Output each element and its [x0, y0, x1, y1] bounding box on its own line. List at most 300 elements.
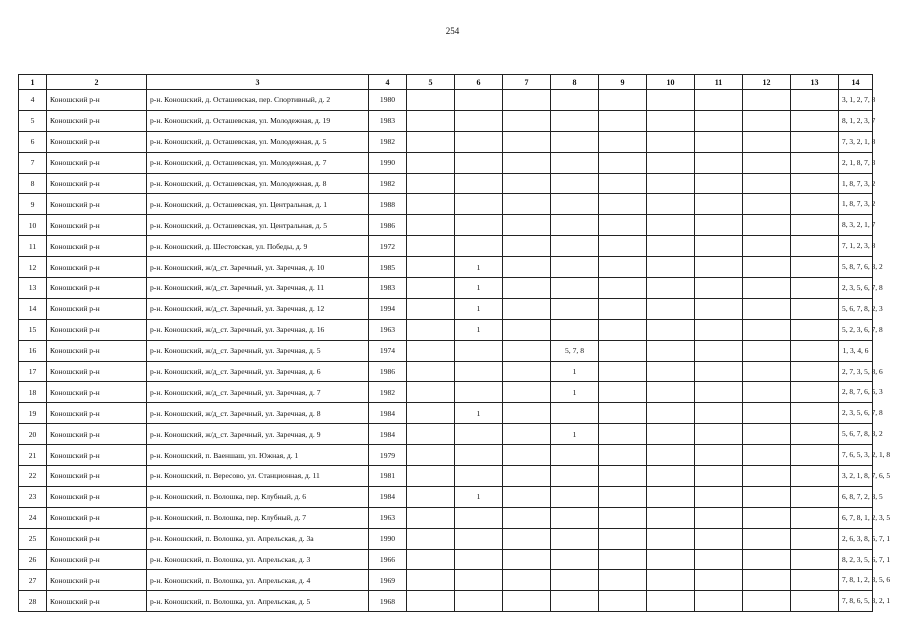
col5-cell	[407, 382, 455, 403]
col10-cell	[647, 591, 695, 612]
col5-cell	[407, 340, 455, 361]
col7-cell	[503, 403, 551, 424]
year-cell: 1963	[369, 507, 407, 528]
district-cell: Коношский р-н	[47, 110, 147, 131]
col10-cell	[647, 466, 695, 487]
col11-cell	[695, 194, 743, 215]
col8-cell	[551, 549, 599, 570]
col5-cell	[407, 591, 455, 612]
col9-cell	[599, 382, 647, 403]
col11-cell	[695, 236, 743, 257]
col7-cell	[503, 466, 551, 487]
col10-cell	[647, 528, 695, 549]
table-row	[19, 486, 873, 507]
district-cell: Коношский р-н	[47, 278, 147, 299]
year-cell: 1972	[369, 236, 407, 257]
col13-cell	[791, 361, 839, 382]
header-row	[19, 75, 873, 90]
column-header: 4	[369, 75, 407, 90]
col13-cell	[791, 173, 839, 194]
address-cell: р-н. Коношский, п. Ваеншаш, ул. Южная, д. 1	[147, 445, 369, 466]
col10-cell	[647, 486, 695, 507]
sequence-cell: 5, 8, 7, 6, 3, 2	[839, 257, 873, 278]
col11-cell	[695, 466, 743, 487]
col11-cell	[695, 570, 743, 591]
col13-cell	[791, 424, 839, 445]
col13-cell	[791, 90, 839, 111]
year-cell: 1990	[369, 152, 407, 173]
col8-cell: 5, 7, 8	[551, 340, 599, 361]
column-header: 12	[743, 75, 791, 90]
col12-cell	[743, 215, 791, 236]
col7-cell	[503, 340, 551, 361]
col9-cell	[599, 278, 647, 299]
col7-cell	[503, 486, 551, 507]
district-cell: Коношский р-н	[47, 466, 147, 487]
sequence-cell: 8, 2, 3, 5, 6, 7, 1	[839, 549, 873, 570]
year-cell: 1981	[369, 466, 407, 487]
col7-cell	[503, 194, 551, 215]
col12-cell	[743, 131, 791, 152]
table-row	[19, 361, 873, 382]
district-cell: Коношский р-н	[47, 298, 147, 319]
col12-cell	[743, 424, 791, 445]
col7-cell	[503, 549, 551, 570]
address-cell: р-н. Коношский, д. Осташевская, ул. Молодежная, д. 5	[147, 131, 369, 152]
col13-cell	[791, 591, 839, 612]
col7-cell	[503, 298, 551, 319]
sequence-cell: 7, 8, 1, 2, 3, 5, 6	[839, 570, 873, 591]
district-cell: Коношский р-н	[47, 507, 147, 528]
year-cell: 1983	[369, 278, 407, 299]
col7-cell	[503, 591, 551, 612]
col5-cell	[407, 466, 455, 487]
col11-cell	[695, 257, 743, 278]
col9-cell	[599, 528, 647, 549]
col8-cell	[551, 486, 599, 507]
col10-cell	[647, 382, 695, 403]
col10-cell	[647, 403, 695, 424]
address-cell: р-н. Коношский, ж/д_ст. Заречный, ул. Заречная, д. 6	[147, 361, 369, 382]
col7-cell	[503, 528, 551, 549]
col12-cell	[743, 319, 791, 340]
col8-cell	[551, 110, 599, 131]
col10-cell	[647, 507, 695, 528]
col8-cell	[551, 173, 599, 194]
col7-cell	[503, 257, 551, 278]
row-number-cell: 25	[19, 528, 47, 549]
row-number-cell: 23	[19, 486, 47, 507]
col8-cell	[551, 90, 599, 111]
sequence-cell: 8, 1, 2, 3, 7	[839, 110, 873, 131]
col8-cell: 1	[551, 382, 599, 403]
table-row	[19, 298, 873, 319]
row-number-cell: 7	[19, 152, 47, 173]
col7-cell	[503, 215, 551, 236]
col8-cell	[551, 278, 599, 299]
col9-cell	[599, 215, 647, 236]
col8-cell	[551, 528, 599, 549]
table-row	[19, 278, 873, 299]
col6-cell: 1	[455, 257, 503, 278]
row-number-cell: 9	[19, 194, 47, 215]
col6-cell	[455, 424, 503, 445]
row-number-cell: 19	[19, 403, 47, 424]
col9-cell	[599, 298, 647, 319]
col5-cell	[407, 215, 455, 236]
col13-cell	[791, 528, 839, 549]
address-cell: р-н. Коношский, п. Волошка, ул. Апрельская, д. 3	[147, 549, 369, 570]
table-row	[19, 173, 873, 194]
col6-cell	[455, 466, 503, 487]
col8-cell	[551, 236, 599, 257]
sequence-cell: 7, 6, 5, 3, 2, 1, 8	[839, 445, 873, 466]
col6-cell	[455, 173, 503, 194]
col12-cell	[743, 486, 791, 507]
col5-cell	[407, 570, 455, 591]
col7-cell	[503, 278, 551, 299]
col11-cell	[695, 382, 743, 403]
col10-cell	[647, 445, 695, 466]
address-cell: р-н. Коношский, ж/д_ст. Заречный, ул. Заречная, д. 7	[147, 382, 369, 403]
col7-cell	[503, 110, 551, 131]
table-row	[19, 90, 873, 111]
col9-cell	[599, 424, 647, 445]
col12-cell	[743, 466, 791, 487]
address-cell: р-н. Коношский, д. Осташевская, ул. Молодежная, д. 8	[147, 173, 369, 194]
column-header: 5	[407, 75, 455, 90]
address-cell: р-н. Коношский, п. Волошка, ул. Апрельская, д. 4	[147, 570, 369, 591]
district-cell: Коношский р-н	[47, 319, 147, 340]
address-cell: р-н. Коношский, ж/д_ст. Заречный, ул. Заречная, д. 10	[147, 257, 369, 278]
col8-cell: 1	[551, 424, 599, 445]
sequence-cell: 5, 2, 3, 6, 7, 8	[839, 319, 873, 340]
col12-cell	[743, 152, 791, 173]
address-cell: р-н. Коношский, п. Волошка, пер. Клубный, д. 6	[147, 486, 369, 507]
col11-cell	[695, 131, 743, 152]
col8-cell	[551, 507, 599, 528]
col9-cell	[599, 403, 647, 424]
col13-cell	[791, 466, 839, 487]
col10-cell	[647, 90, 695, 111]
col12-cell	[743, 549, 791, 570]
year-cell: 1982	[369, 382, 407, 403]
col7-cell	[503, 382, 551, 403]
col13-cell	[791, 110, 839, 131]
column-header: 8	[551, 75, 599, 90]
col10-cell	[647, 257, 695, 278]
address-cell: р-н. Коношский, д. Осташевская, ул. Молодежная, д. 19	[147, 110, 369, 131]
col11-cell	[695, 361, 743, 382]
col13-cell	[791, 549, 839, 570]
col12-cell	[743, 110, 791, 131]
col7-cell	[503, 173, 551, 194]
year-cell: 1968	[369, 591, 407, 612]
col12-cell	[743, 173, 791, 194]
col8-cell	[551, 403, 599, 424]
col5-cell	[407, 152, 455, 173]
table-row	[19, 194, 873, 215]
district-cell: Коношский р-н	[47, 549, 147, 570]
table-row	[19, 152, 873, 173]
table-row	[19, 507, 873, 528]
district-cell: Коношский р-н	[47, 570, 147, 591]
column-header: 9	[599, 75, 647, 90]
col7-cell	[503, 152, 551, 173]
col6-cell	[455, 110, 503, 131]
col12-cell	[743, 90, 791, 111]
col10-cell	[647, 424, 695, 445]
district-cell: Коношский р-н	[47, 152, 147, 173]
col9-cell	[599, 257, 647, 278]
col5-cell	[407, 486, 455, 507]
col10-cell	[647, 361, 695, 382]
col11-cell	[695, 591, 743, 612]
col9-cell	[599, 131, 647, 152]
col9-cell	[599, 486, 647, 507]
col8-cell	[551, 215, 599, 236]
col11-cell	[695, 486, 743, 507]
col13-cell	[791, 131, 839, 152]
district-cell: Коношский р-н	[47, 424, 147, 445]
col7-cell	[503, 445, 551, 466]
district-cell: Коношский р-н	[47, 131, 147, 152]
col12-cell	[743, 570, 791, 591]
col9-cell	[599, 549, 647, 570]
table-body	[19, 90, 891, 612]
row-number-cell: 8	[19, 173, 47, 194]
col5-cell	[407, 298, 455, 319]
col12-cell	[743, 382, 791, 403]
col13-cell	[791, 486, 839, 507]
col8-cell	[551, 298, 599, 319]
col13-cell	[791, 236, 839, 257]
district-cell: Коношский р-н	[47, 445, 147, 466]
col9-cell	[599, 173, 647, 194]
col10-cell	[647, 152, 695, 173]
col11-cell	[695, 298, 743, 319]
col13-cell	[791, 194, 839, 215]
col8-cell	[551, 319, 599, 340]
col12-cell	[743, 361, 791, 382]
col7-cell	[503, 131, 551, 152]
col12-cell	[743, 298, 791, 319]
col13-cell	[791, 257, 839, 278]
col10-cell	[647, 278, 695, 299]
col6-cell	[455, 152, 503, 173]
col9-cell	[599, 340, 647, 361]
table-row	[19, 340, 873, 361]
row-number-cell: 4	[19, 90, 47, 111]
col11-cell	[695, 215, 743, 236]
col8-cell	[551, 131, 599, 152]
column-header: 7	[503, 75, 551, 90]
col6-cell	[455, 215, 503, 236]
address-cell: р-н. Коношский, ж/д_ст. Заречный, ул. Заречная, д. 11	[147, 278, 369, 299]
address-cell: р-н. Коношский, ж/д_ст. Заречный, ул. Заречная, д. 9	[147, 424, 369, 445]
col11-cell	[695, 403, 743, 424]
sequence-cell: 8, 3, 2, 1, 7	[839, 215, 873, 236]
row-number-cell: 13	[19, 278, 47, 299]
year-cell: 1983	[369, 110, 407, 131]
address-cell: р-н. Коношский, ж/д_ст. Заречный, ул. Заречная, д. 12	[147, 298, 369, 319]
col6-cell	[455, 90, 503, 111]
sequence-cell: 3, 1, 2, 7, 8	[839, 90, 873, 111]
row-number-cell: 5	[19, 110, 47, 131]
col6-cell	[455, 549, 503, 570]
sequence-cell: 2, 3, 5, 6, 7, 8	[839, 278, 873, 299]
col11-cell	[695, 319, 743, 340]
district-cell: Коношский р-н	[47, 403, 147, 424]
row-number-cell: 28	[19, 591, 47, 612]
year-cell: 1969	[369, 570, 407, 591]
col7-cell	[503, 424, 551, 445]
register-table	[18, 74, 891, 612]
col11-cell	[695, 173, 743, 194]
sequence-cell: 6, 7, 8, 1, 2, 3, 5	[839, 507, 873, 528]
col6-cell: 1	[455, 298, 503, 319]
district-cell: Коношский р-н	[47, 173, 147, 194]
col7-cell	[503, 507, 551, 528]
col9-cell	[599, 194, 647, 215]
district-cell: Коношский р-н	[47, 90, 147, 111]
sequence-cell: 2, 3, 5, 6, 7, 8	[839, 403, 873, 424]
col6-cell	[455, 570, 503, 591]
col10-cell	[647, 131, 695, 152]
column-header: 11	[695, 75, 743, 90]
col11-cell	[695, 278, 743, 299]
col10-cell	[647, 215, 695, 236]
sequence-cell: 6, 8, 7, 2, 3, 5	[839, 486, 873, 507]
year-cell: 1990	[369, 528, 407, 549]
address-cell: р-н. Коношский, д. Осташевская, ул. Центральная, д. 5	[147, 215, 369, 236]
sequence-cell: 7, 8, 6, 5, 3, 2, 1	[839, 591, 873, 612]
year-cell: 1984	[369, 486, 407, 507]
col7-cell	[503, 90, 551, 111]
table-row	[19, 403, 873, 424]
address-cell: р-н. Коношский, ж/д_ст. Заречный, ул. Заречная, д. 5	[147, 340, 369, 361]
col11-cell	[695, 110, 743, 131]
column-header: 6	[455, 75, 503, 90]
year-cell: 1994	[369, 298, 407, 319]
district-cell: Коношский р-н	[47, 194, 147, 215]
col9-cell	[599, 236, 647, 257]
col7-cell	[503, 319, 551, 340]
year-cell: 1986	[369, 361, 407, 382]
col10-cell	[647, 173, 695, 194]
col8-cell	[551, 194, 599, 215]
district-cell: Коношский р-н	[47, 528, 147, 549]
column-header: 10	[647, 75, 695, 90]
col10-cell	[647, 570, 695, 591]
col5-cell	[407, 403, 455, 424]
year-cell: 1985	[369, 257, 407, 278]
col7-cell	[503, 361, 551, 382]
col10-cell	[647, 340, 695, 361]
sequence-cell: 7, 1, 2, 3, 8	[839, 236, 873, 257]
col7-cell	[503, 570, 551, 591]
district-cell: Коношский р-н	[47, 382, 147, 403]
page-number: 254	[445, 26, 460, 36]
col5-cell	[407, 257, 455, 278]
col9-cell	[599, 466, 647, 487]
col6-cell: 1	[455, 278, 503, 299]
sequence-cell: 2, 8, 7, 6, 5, 3	[839, 382, 873, 403]
col6-cell	[455, 445, 503, 466]
col6-cell: 1	[455, 486, 503, 507]
column-header: 14	[839, 75, 873, 90]
col11-cell	[695, 507, 743, 528]
col12-cell	[743, 236, 791, 257]
col6-cell: 1	[455, 319, 503, 340]
col11-cell	[695, 152, 743, 173]
col13-cell	[791, 215, 839, 236]
col9-cell	[599, 507, 647, 528]
col5-cell	[407, 361, 455, 382]
col8-cell	[551, 591, 599, 612]
address-cell: р-н. Коношский, п. Волошка, ул. Апрельская, д. 5	[147, 591, 369, 612]
table-row	[19, 236, 873, 257]
row-number-cell: 6	[19, 131, 47, 152]
col6-cell	[455, 528, 503, 549]
col6-cell	[455, 340, 503, 361]
year-cell: 1963	[369, 319, 407, 340]
district-cell: Коношский р-н	[47, 236, 147, 257]
col9-cell	[599, 152, 647, 173]
sequence-cell: 2, 7, 3, 5, 8, 6	[839, 361, 873, 382]
col13-cell	[791, 278, 839, 299]
row-number-cell: 24	[19, 507, 47, 528]
address-cell: р-н. Коношский, п. Волошка, пер. Клубный, д. 7	[147, 507, 369, 528]
col9-cell	[599, 90, 647, 111]
district-cell: Коношский р-н	[47, 361, 147, 382]
address-cell: р-н. Коношский, п. Волошка, ул. Апрельская, д. 3а	[147, 528, 369, 549]
col6-cell	[455, 131, 503, 152]
table-row	[19, 528, 873, 549]
table-row	[19, 424, 873, 445]
col13-cell	[791, 445, 839, 466]
district-cell: Коношский р-н	[47, 486, 147, 507]
col10-cell	[647, 298, 695, 319]
district-cell: Коношский р-н	[47, 340, 147, 361]
col13-cell	[791, 340, 839, 361]
row-number-cell: 12	[19, 257, 47, 278]
col12-cell	[743, 278, 791, 299]
col12-cell	[743, 194, 791, 215]
column-header: 1	[19, 75, 47, 90]
col10-cell	[647, 319, 695, 340]
year-cell: 1986	[369, 215, 407, 236]
col13-cell	[791, 382, 839, 403]
col8-cell	[551, 570, 599, 591]
year-cell: 1984	[369, 424, 407, 445]
sequence-cell: 1, 3, 4, 6	[839, 340, 873, 361]
address-cell: р-н. Коношский, д. Шестовская, ул. Победы, д. 9	[147, 236, 369, 257]
col5-cell	[407, 236, 455, 257]
col11-cell	[695, 445, 743, 466]
col10-cell	[647, 110, 695, 131]
col13-cell	[791, 152, 839, 173]
col9-cell	[599, 110, 647, 131]
col8-cell	[551, 257, 599, 278]
col11-cell	[695, 424, 743, 445]
row-number-cell: 26	[19, 549, 47, 570]
col11-cell	[695, 340, 743, 361]
col8-cell	[551, 466, 599, 487]
sequence-cell: 2, 1, 8, 7, 3	[839, 152, 873, 173]
col6-cell	[455, 507, 503, 528]
table-row	[19, 215, 873, 236]
